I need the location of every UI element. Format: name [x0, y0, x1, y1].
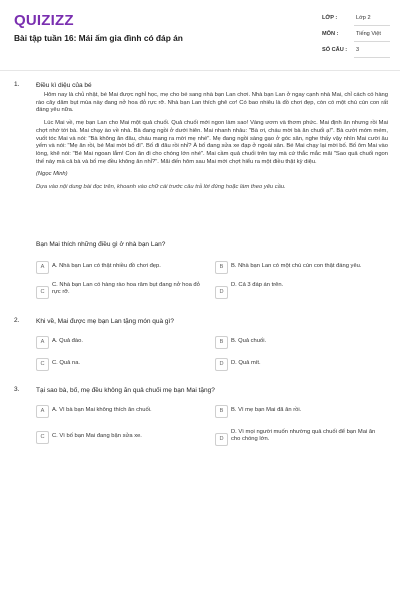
meta-label: SỐ CÂU : — [322, 47, 348, 53]
meta-value: 3 — [356, 47, 360, 53]
quizizz-logo: QUIZIZZ — [14, 12, 74, 29]
option-letter-badge: B — [215, 405, 228, 418]
question-number: 2. — [14, 317, 20, 324]
option-text: B. Vì mẹ bạn Mai đã ăn rồi. — [231, 407, 302, 413]
reading-passage — [36, 92, 388, 197]
question-number: 1. — [14, 81, 20, 88]
meta-label: LỚP : — [322, 15, 338, 21]
option-letter-badge: A — [36, 405, 49, 418]
option-letter-badge: A — [36, 261, 49, 274]
header-divider — [0, 70, 400, 71]
option-text: A. Quả đào. — [52, 338, 83, 344]
meta-grade — [310, 12, 390, 26]
option-letter-badge: D — [215, 358, 228, 371]
question-text: Tại sao bà, bố, mẹ đều không ăn quả chuối mẹ bạn Mai tặng? — [36, 387, 215, 394]
meta-subject — [310, 28, 390, 42]
option-text: C. Nhà bạn Lan có hàng rào hoa râm bụt đang nở hoa đỏ rực rỡ. — [52, 282, 200, 296]
option-letter-badge: C — [36, 431, 49, 444]
option-letter-badge: B — [215, 261, 228, 274]
passage-paragraph: Hôm nay là chủ nhật, bé Mai được nghỉ học, mẹ cho bé sang nhà bạn Lan chơi. Nhà bạn Lan ở ngay cạnh nhà Mai, chỉ cách có hàng rào cây dâm bụt mùa này đang nở hoa đỏ rực rỡ. Nhà bạn Lan thích ghê cơ! Có bao nhiêu là đồ chơi đẹp, còn có một chú cún con rất đáng yêu nữa. — [36, 92, 388, 114]
meta-underline — [354, 57, 390, 58]
meta-value: Lớp 2 — [356, 15, 371, 21]
option-letter-badge: C — [36, 358, 49, 371]
option-text: D. Vì mọi người muốn nhường quả chuối để bạn Mai ăn cho chóng lớn. — [231, 429, 376, 443]
meta-value: Tiếng Việt — [356, 31, 381, 37]
option-letter-badge: D — [215, 286, 228, 299]
option-letter-badge: C — [36, 286, 49, 299]
meta-label: MÔN : — [322, 31, 339, 37]
meta-underline — [354, 41, 390, 42]
option-text: D. Cả 3 đáp án trên. — [231, 282, 284, 288]
passage-instruction: Dựa vào nội dung bài đọc trên, khoanh vào chữ cái trước câu trả lời đúng hoặc làm theo yêu cầu. — [36, 184, 286, 191]
meta-question-count — [310, 44, 390, 58]
passage-paragraph: Lúc Mai về, mẹ bạn Lan cho Mai một quả chuối. Quả chuối mới ngon làm sao! Vàng ươm và thơm phức. Mai định ăn nhưng rồi Mai chợt nhớ tới bà. Mai chạy ào về nhà. Bà đang ngồi ở dưới hiên. Mai nhanh nhảu: "Bà ơi, cháu mời bà ăn chuối ạ!". Bà cười móm mém, vuốt tóc Mai và nói: "Bà không ăn đâu, cháu mang ra mời mẹ nhé". Mẹ đang ngồi sàng gạo ở góc sân, nghe thấy vậy nhìn Mai cười âu yếm và nói: "Mẹ ăn rồi, bé Mai mời bố đi". Bố đi đâu rồi nhỉ? À bố đang sửa xe đạp ở ngoài sân. Bé Mai chạy lại mời bố. Bố ôm Mai vào lòng, khẽ nói: "Bé Mai ngoan lắm! Con ăn đi cho chóng lớn nhé". Mai cầm quả chuối trên tay mà cứ thắc mắc mãi "Sao quả chuối ngon thế này mà cả bà và bố mẹ đều không ăn nhỉ?". Mãi đến hôm sau Mai mới chợt hiểu ra một điều thật kỳ diệu. — [36, 120, 388, 165]
option-text: A. Nhà bạn Lan có thật nhiều đồ chơi đẹp. — [52, 263, 161, 269]
question-text: Điều kì diệu của bé — [36, 82, 92, 89]
option-text: B. Quả chuối. — [231, 338, 267, 344]
option-text: D. Quả mít. — [231, 360, 261, 366]
worksheet-header — [0, 0, 400, 78]
option-letter-badge: D — [215, 433, 228, 446]
sub-question-text: Bạn Mai thích những điều gì ở nhà bạn Lan? — [36, 241, 166, 248]
question-number: 3. — [14, 386, 20, 393]
passage-author: (Ngọc Minh) — [36, 171, 68, 178]
question-text: Khi về, Mai được mẹ bạn Lan tặng món quà gì? — [36, 318, 174, 325]
option-letter-badge: A — [36, 336, 49, 349]
option-text: C. Quả na. — [52, 360, 81, 366]
worksheet-title: Bài tập tuần 16: Mái ấm gia đình có đáp án — [14, 33, 183, 43]
option-letter-badge: B — [215, 336, 228, 349]
meta-underline — [354, 25, 390, 26]
option-text: B. Nhà bạn Lan có một chú cún con thật đáng yêu. — [231, 263, 362, 269]
option-text: C. Vì bố bạn Mai đang bận sửa xe. — [52, 433, 142, 439]
option-text: A. Vì bà bạn Mai không thích ăn chuối. — [52, 407, 152, 413]
